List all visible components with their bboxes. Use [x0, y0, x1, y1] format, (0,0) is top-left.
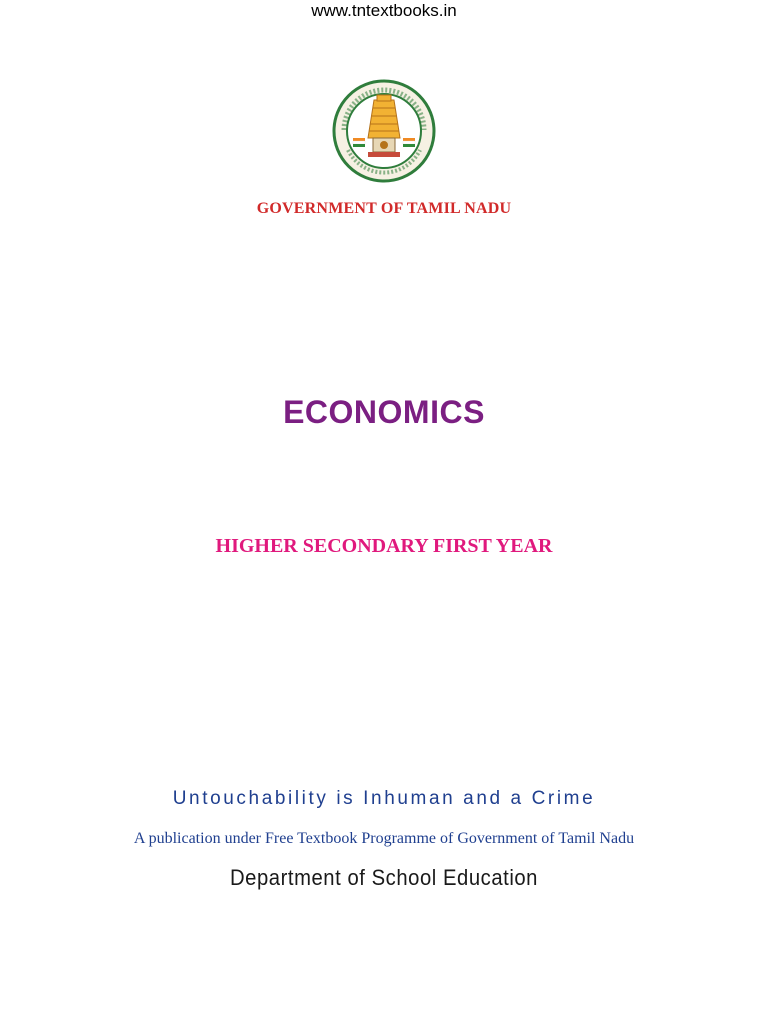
class-level-title: HIGHER SECONDARY FIRST YEAR: [215, 535, 553, 557]
site-url[interactable]: www.tntextbooks.in: [311, 1, 457, 20]
government-title: GOVERNMENT OF TAMIL NADU: [256, 200, 512, 217]
subject-title: ECONOMICS: [283, 394, 485, 430]
tamil-nadu-emblem-icon: [330, 78, 438, 184]
publication-note: A publication under Free Textbook Programme of Government of Tamil Nadu: [133, 830, 635, 847]
slogan: Untouchability is Inhuman and a Crime: [172, 788, 596, 809]
department-name: Department of School Education: [230, 865, 538, 890]
